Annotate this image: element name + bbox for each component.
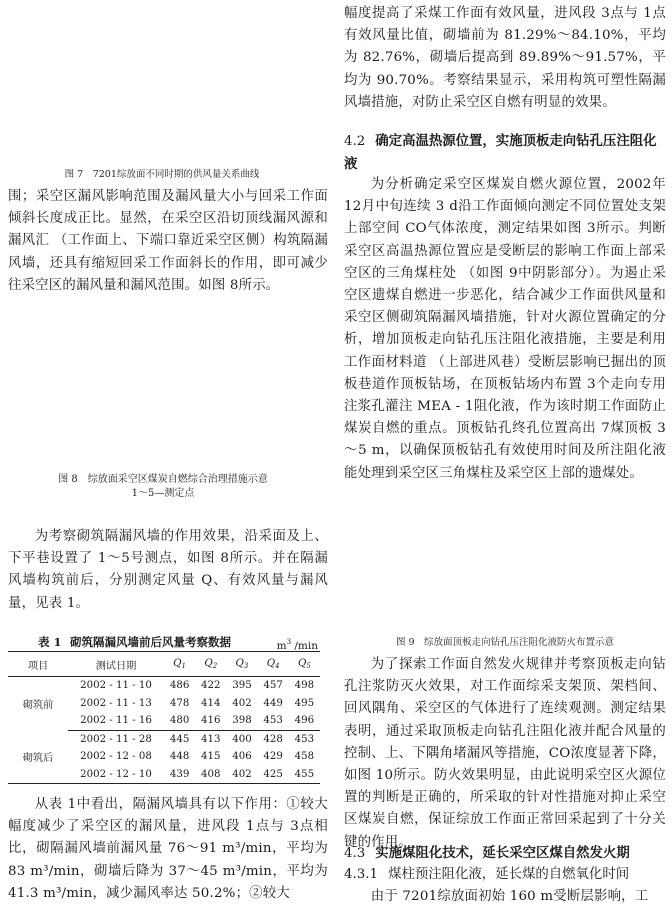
cell-value: 495	[294, 697, 315, 709]
cell-value: 415	[201, 751, 221, 763]
group-label-before: 砌筑前	[22, 700, 54, 711]
section-4-3-heading	[344, 842, 666, 865]
cell-date: 2002 - 11 - 28	[80, 733, 152, 745]
cell-value: 445	[169, 733, 190, 745]
cell-value: 402	[226, 766, 257, 784]
section-4-2-number: 4.2	[344, 134, 366, 149]
unit-base: m	[276, 640, 287, 652]
section-4-2-heading	[344, 130, 666, 175]
header-date: 测试日期	[68, 652, 164, 677]
cell-date: 2002 - 12 - 08	[80, 751, 152, 763]
section-4-3-1-number: 4.3.1	[344, 867, 379, 882]
cell-date: 2002 - 11 - 16	[68, 712, 164, 730]
cell-value: 453	[294, 733, 315, 745]
cell-value: 408	[195, 766, 226, 784]
unit-exponent: 3	[286, 638, 292, 646]
cell-value: 428	[263, 733, 283, 745]
table-1-title: 砌筑隔漏风墙前后风量考察数据	[70, 635, 231, 649]
table-1	[8, 633, 320, 784]
cell-value: 448	[169, 751, 190, 763]
section-4-3-1-heading	[344, 864, 666, 886]
unit-tail: /min	[291, 640, 318, 652]
cell-value: 480	[164, 712, 195, 730]
cell-value: 457	[263, 680, 283, 692]
section-4-2-title: 确定高温热源位置，实施顶板走向钻孔压注阻化液	[344, 133, 657, 173]
cell-value: 422	[201, 680, 221, 692]
cell-value: 416	[195, 712, 226, 730]
figure-8-image-area	[8, 320, 328, 470]
cell-value: 455	[289, 766, 320, 784]
cell-value: 402	[232, 697, 252, 709]
cell-value: 413	[201, 733, 221, 745]
cell-date: 2002 - 11 - 10	[80, 680, 152, 692]
cell-value: 398	[226, 712, 257, 730]
figure-7-image-area	[8, 0, 328, 165]
table-1-unit	[277, 633, 318, 655]
figure-8-note: 1～5—测定点	[131, 488, 195, 499]
header-q1: $Q_1$	[164, 652, 195, 677]
header-item: 项目	[8, 652, 68, 677]
header-q2: $Q_2$	[195, 652, 226, 677]
header-q5: $Q_5$	[289, 652, 320, 677]
cell-value: 406	[232, 751, 252, 763]
cell-value: 458	[294, 751, 315, 763]
cell-value: 449	[263, 697, 283, 709]
cell-value: 486	[169, 680, 190, 692]
header-q3: $Q_3$	[226, 652, 257, 677]
cell-date: 2002 - 12 - 10	[68, 766, 164, 784]
section-4-3-number: 4.3	[344, 846, 366, 861]
cell-value: 395	[232, 680, 252, 692]
cell-value: 425	[258, 766, 289, 784]
section-4-3-1-title: 煤柱预注阻化液，延长煤的自燃氧化时间	[388, 867, 630, 882]
left-paragraph-2: 为考察砌筑隔漏风墙的作用效果，沿采面及上、下平巷设置了 1～5号测点，如图 8所示。并在隔漏风墙构筑前后，分别测定风量 Q、有效风量与漏风量，见表 1。	[8, 529, 328, 611]
figure-9-caption: 图 9 综放面顶板走向钻孔压注阻化液防火布置示意	[395, 637, 615, 648]
table-row	[8, 730, 320, 748]
figure-8-caption	[2, 473, 324, 501]
cell-value: 429	[263, 751, 283, 763]
cell-value: 439	[164, 766, 195, 784]
figure-8-title: 图 8 综放面采空区煤炭自燃综合治理措施示意	[58, 474, 268, 485]
cell-value: 414	[201, 697, 221, 709]
header-q4: $Q_4$	[258, 652, 289, 677]
cell-value: 478	[169, 697, 190, 709]
figure-7-caption: 图 7 7201综放面不同时期的供风量关系曲线	[64, 169, 260, 180]
right-paragraph-2: 为分析确定采空区煤炭自燃火源位置，2002年 12月中旬连续 3 d沿工作面倾向测定不同位置处支架上部空间 CO气体浓度，测定结果如图 3所示。判断采空区高温热源位置应是受断层的影响工作面上部采空区的三角煤柱处 （如图 9中阴影部分）。为遏止采空区遗煤自燃进一步恶化，结合减少工作面供风量和采空区侧砌筑隔漏风墙措施，针对火源位置确定的分析，增加顶板走向钻孔压注阻化液措施，主要是利用工作面材料道 （上部进风巷）受断层影响已掘出的顶板巷道作顶板钻场，在顶板钻场内布置 3个走向专用注浆孔灌注 MEA - 1阻化液，作为该时期工作面防止煤炭自燃的重点。顶板钻孔终孔位置高出 7煤顶板 3～5 m，以确保顶板钻孔有效使用时间及所注阻化液能处理到采空区三角煤柱及采空区上部的遗煤处。	[344, 177, 666, 481]
right-paragraph-4: 由于 7201综放面初始 160 m受断层影响，工	[370, 889, 649, 904]
cell-value: 453	[258, 712, 289, 730]
right-paragraph-1: 幅度提高了采煤工作面有效风量，进风段 3点与 1点有效风量比值，砌墙前为 81.29%～84.10%，平均为 82.76%，砌墙后提高到 89.89%～91.57%，平均为 90.70%。考察结果显示，采用构筑可塑性隔漏风墙措施，对防止采空区自燃有明显的效果。	[344, 6, 666, 110]
table-row	[8, 677, 320, 695]
cell-value: 400	[232, 733, 252, 745]
figure-9-image-area	[344, 490, 666, 630]
cell-date: 2002 - 11 - 13	[80, 697, 152, 709]
cell-value: 498	[294, 680, 315, 692]
section-4-3-title: 实施煤阻化技术，延长采空区煤自然发火期	[375, 845, 630, 861]
left-paragraph-1: 围；采空区漏风影响范围及漏风量大小与回采工作面倾斜长度成正比。显然，在采空区沿切顶线漏风源和漏风汇 （工作面上、下端口靠近采空区侧）构筑隔漏风墙，还具有缩短回采工作面斜长的作用，即可减少往采空区的漏风量和漏风范围。如图 8所示。	[8, 189, 328, 293]
table-header-row	[8, 652, 320, 677]
table-1-label: 表 1	[38, 635, 62, 649]
table-1-grid	[8, 651, 320, 784]
table-1-title-row	[8, 633, 320, 651]
right-paragraph-3: 为了探索工作面自然发火规律并考察顶板走向钻孔注浆防灭火效果，对工作面综采支架顶、架档间、回风隅角、采空区的气体进行了连续观测。测定结果表明，通过采取顶板走向钻孔注阻化液并配合风量的控制、上、下隅角堵漏风等措施，CO浓度显著下降，如图 10所示。防火效果明显，由此说明采空区火源位置的判断是正确的，所采取的针对性措施对抑止采空区煤炭自燃，保证综放工作面正常回采起到了十分关键的作用。	[344, 657, 666, 850]
group-label-after: 砌筑后	[8, 730, 68, 784]
cell-value: 496	[289, 712, 320, 730]
left-paragraph-3: 从表 1中看出，隔漏风墙具有以下作用：①较大幅度减少了采空区的漏风量，进风段 1点与 3点相比，砌隔漏风墙前漏风量 76～91 m³/min，平均为 83 m³/min，砌墙后降为 37～45 m³/min，平均为 41.3 m³/min，减少漏风率达 50.2%；②较大	[8, 797, 328, 901]
